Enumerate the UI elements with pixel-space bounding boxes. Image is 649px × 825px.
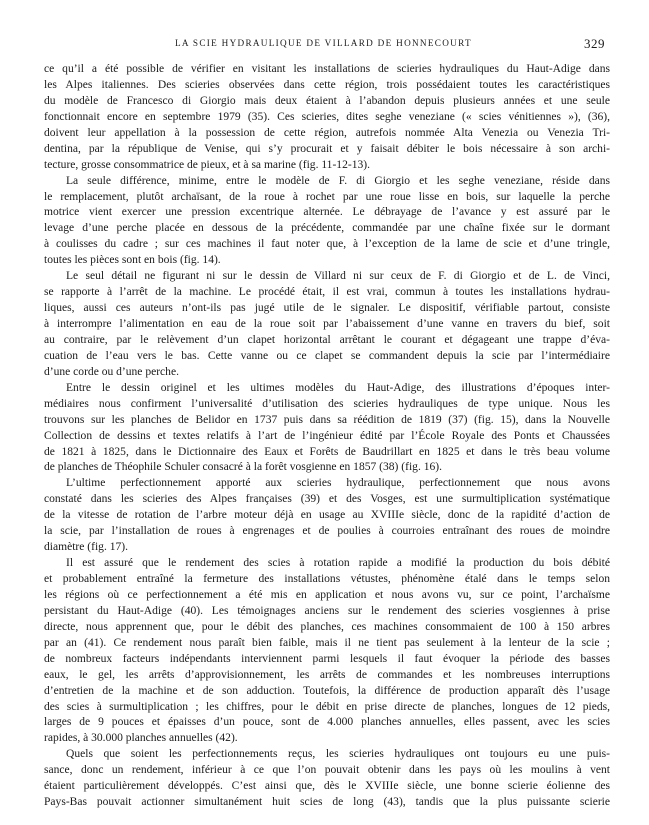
text-line: à interrompre l’alimentation en eau de la roue soit par l’abaissement d’une vanne en travers du bief, soit [44, 318, 610, 330]
body-text [44, 62, 610, 811]
running-head [0, 38, 649, 54]
text-line: levage d’une perche placée en dessous de la précédente, commandée par une chaîne fixée sur le dormant [44, 222, 610, 235]
text-line: L’ultime perfectionnement apporté aux scieries hydraulique, perfectionnement que nous avons [66, 477, 610, 490]
paragraph [44, 747, 610, 811]
paragraph [44, 381, 610, 477]
paragraph [44, 174, 610, 270]
text-line: Il est assuré que le rendement des scies à rotation rapide a modifié la production du bois débité [66, 557, 610, 570]
text-line: d’entretien de la machine et de son adduction. Toutefois, la différence de production apparaît dès l’usage [44, 684, 610, 697]
text-line: La seule différence, minime, entre le modèle de F. di Giorgio et les seghe veneziane, réside dans [66, 174, 610, 187]
text-line: ce qu’il a été possible de vérifier en visitant les installations de scieries hydrauliques du Haut-Adige dans [44, 63, 610, 75]
page-number: 329 [584, 36, 605, 51]
text-line: tecture, grosse consommatrice de pieux, et à sa marine (fig. 11-12-13). [44, 158, 370, 171]
text-line: de 1821 à 1825, dans le Dictionnaire des Eaux et Forêts de Baudrillart en 1825 et dans le très beau volume [44, 445, 610, 458]
text-line: les Alpes italiennes. Des scieries observées dans cette région, trois possédaient toutes les caractéristiques [44, 78, 610, 91]
text-line: de nombreux facteurs indépendants interviennent parmi lesquels il faut évoquer la période des basses [44, 652, 610, 665]
text-line: eaux, le gel, les arrêts d’approvisionnement, les arrêts de commandes et les nombreuses interruptions [44, 668, 610, 681]
text-line: et probablement entraîné la fermeture des installations vétustes, phénomène étalé dans le temps selon [44, 573, 610, 585]
text-line: à coulisses du cadre ; sur ces machines il faut noter que, à l’exception de la lame de scie et d’une tringle, [44, 238, 610, 251]
text-line: de la vitesse de rotation de l’arbre moteur déjà en usage au XVIIIe siècle, donc de la rapidité d’action de [44, 509, 610, 522]
text-line: au contraire, par le relèvement d’un clapet horizontal arrêtant le courant et dégageant une trappe d’éva- [44, 333, 610, 346]
text-line: des scies à surmultiplication ; les chiffres, pour le débit en prise directe de planches, longues de 12 pieds, [44, 700, 610, 713]
text-line: sance, donc un rendement, inférieur à ce que l’on pouvait obtenir dans les pays où les moulins à vent [44, 764, 610, 777]
text-line: persistant du Haut-Adige (40). Les témoignages anciens sur le rendement des scieries vosgiennes à prise [44, 604, 610, 617]
text-line: directe, nous apprennent que, pour le débit des planches, ces machines consommaient de 100 à 150 arbres [44, 620, 610, 633]
text-line: Entre le dessin originel et les ultimes modèles du Haut-Adige, des illustrations d’époques inter- [66, 381, 610, 394]
text-line: médiaires nous confirment l’universalité d’utilisation des scieries hydrauliques de type unique. Nous les [44, 397, 610, 410]
text-line: le remplacement, plutôt archaïsant, de la roue à rochet par une roue lisse en bois, sur laquelle la perche [44, 190, 610, 203]
text-line: étaient particulièrement développés. C’est ainsi que, dès le XVIIIe siècle, une bonne scierie éolienne des [44, 780, 610, 793]
text-line: diamètre (fig. 17). [44, 541, 129, 554]
running-title: LA SCIE HYDRAULIQUE DE VILLARD DE HONNECOURT [175, 38, 472, 48]
text-line: liques, aussi ces auteurs n’ont-ils pas jugé utile de le signaler. Le dispositif, vérifiable partout, consiste [44, 302, 610, 315]
text-line: Collection de dessins et textes relatifs à l’art de l’ingénieur édité par l’École Royale des Ponts et Chaussées [44, 429, 610, 442]
paragraph [44, 476, 610, 556]
text-line: fonctionnait encore en septembre 1979 (35). Ces scieries, dites seghe veneziane (« scies vénitiennes »), (36), [44, 110, 610, 123]
text-line: du modèle de Francesco di Giorgio mais deux étaient à l’abandon depuis plusieurs années et une seule [44, 94, 610, 107]
text-line: la scie, par l’installation de roues à engrenages et de poulies à courroies entraînant des roues de moindre [44, 525, 610, 538]
text-line: d’une corde ou d’une perche. [44, 365, 179, 378]
text-line: par an (41). Ce rendement nous paraît bien faible, mais il ne tient pas seulement à la lenteur de la scie ; [44, 636, 610, 649]
text-line: motrice vient exercer une pression excentrique alternée. Le débrayage de l’avance y est assuré par le [44, 206, 610, 219]
text-line: constaté dans les scieries des Alpes françaises (39) et des Vosges, est une surmultiplication systématique [44, 493, 610, 506]
paragraph [44, 62, 610, 174]
paragraph [44, 556, 610, 747]
text-line: toutes les pièces sont en bois (fig. 14). [44, 254, 221, 267]
text-line: les régions où ce perfectionnement a été mis en application et nous avons vu, sur ce point, l’archaïsme [44, 588, 610, 601]
text-line: Quels que soient les perfectionnements reçus, les scieries hydrauliques ont toujours eu une puis- [66, 748, 610, 761]
text-line: doivent leur appellation à la possession de cette région, autrefois nommée Alta Venezia ou Venezia Tri- [44, 126, 610, 139]
text-line: de planches de Théophile Schuler consacré à la forêt vosgienne en 1857 (38) (fig. 16). [44, 461, 443, 474]
paragraph [44, 269, 610, 381]
text-line: Le seul détail ne figurant ni sur le dessin de Villard ni sur ceux de F. di Giorgio et de L. de Vinci, [66, 270, 610, 283]
text-line: Pays-Bas pouvait actionner simultanément huit scies de long (43), tandis que la plus puissante scierie [44, 796, 610, 809]
text-line: trouvons sur les planches de Belidor en 1737 puis dans sa réédition de 1819 (37) (fig. 15), dans la Nouvelle [44, 413, 610, 426]
text-line: rapides, à 30.000 planches annuelles (42). [44, 732, 238, 745]
text-line: dentina, par la république de Venise, qui s’y procurait et y faisait débiter le bois nécessaire à son archi- [44, 142, 610, 155]
text-line: cuation de l’eau vers le bas. Cette vanne ou ce clapet se commandent depuis la scie par l’intermédiaire [44, 349, 610, 362]
text-line: se rapporte à l’arrêt de la machine. Le procédé était, il est vrai, commun à toutes les installations hydrau- [44, 286, 610, 299]
text-line: larges de 9 pouces et épaisses d’un pouce, sont de 4.000 planches annuelles, elles passent, avec les scies [44, 716, 610, 729]
